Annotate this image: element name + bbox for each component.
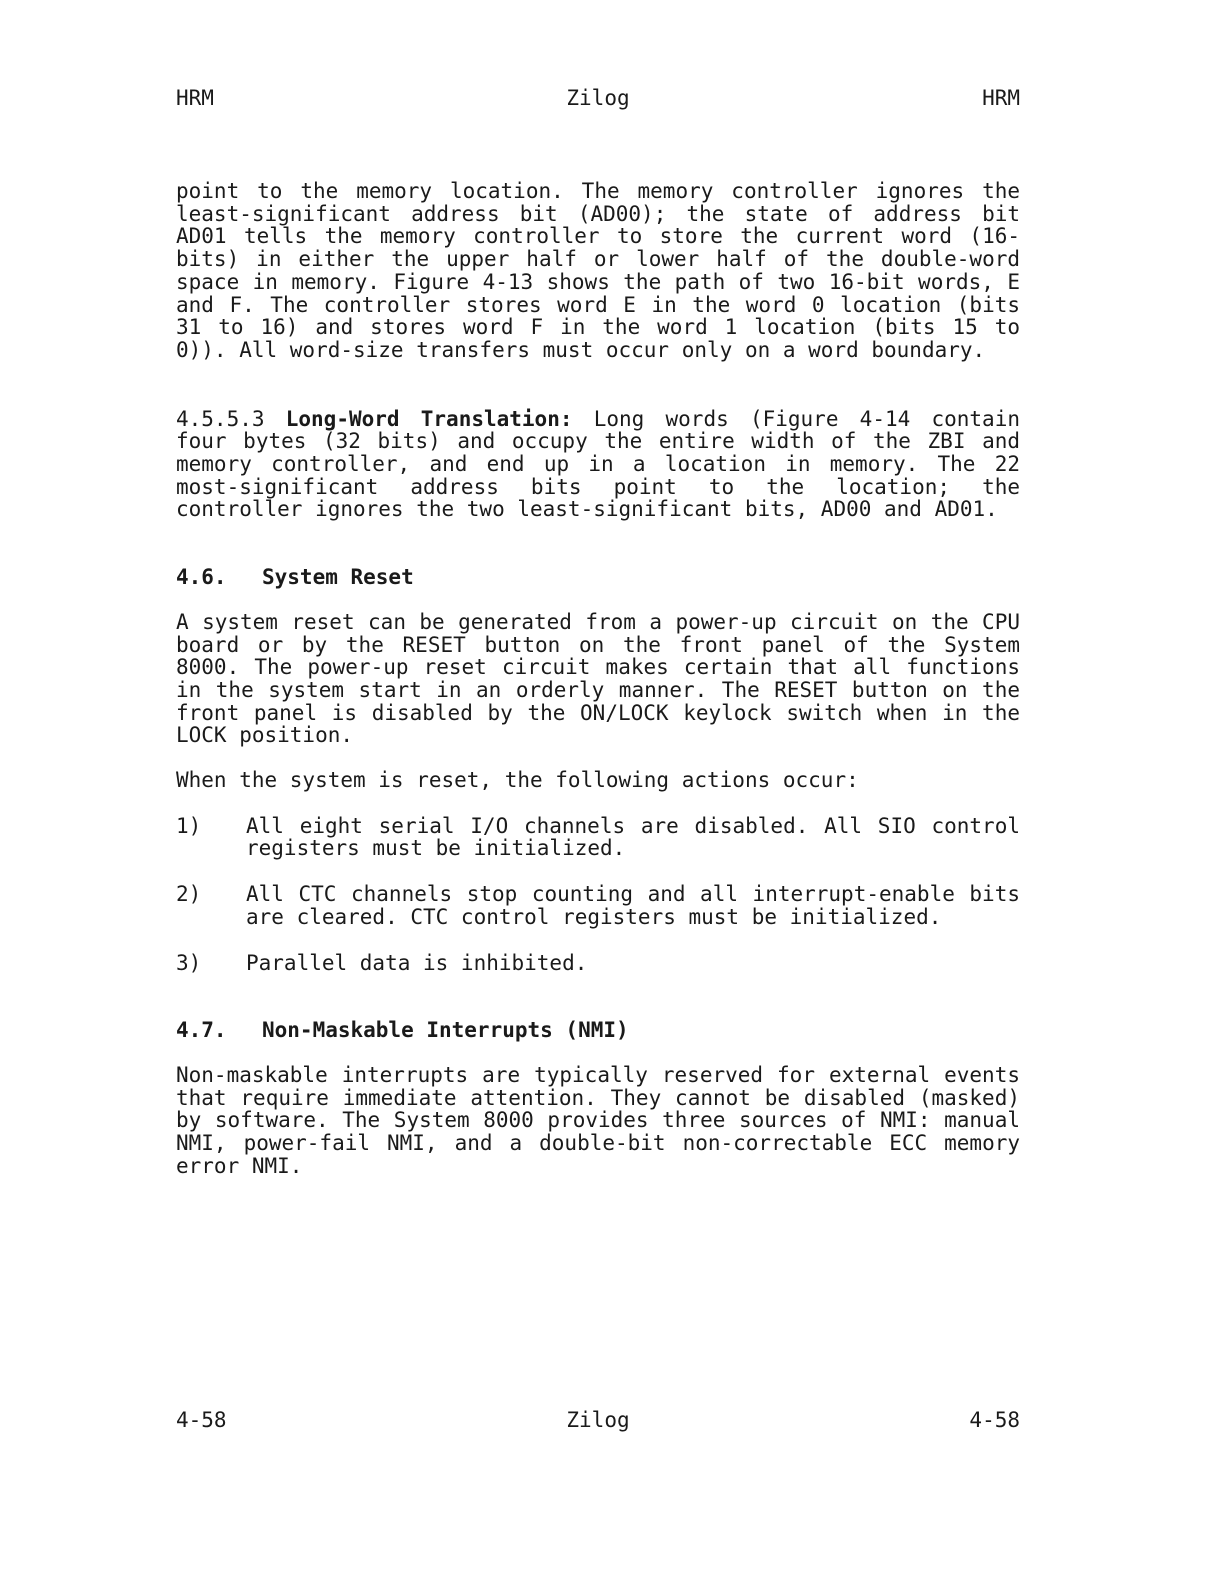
section-title: Non-Maskable Interrupts (NMI) bbox=[262, 1018, 629, 1043]
paragraph-memory-location: point to the memory location. The memory controller ignores the least-significant address bit (AD00); the state of address bit AD01 tells the memory controller to store the current word (16-bits) in either the upper half or lower half of the double-word space in memory. Figure 4-13 shows the path of two 16-bit words, E and F. The controller stores word E in the word 0 location (bits 31 to 16) and stores word F in the word 1 location (bits 15 to 0)). All word-size transfers must occur only on a word boundary. bbox=[176, 179, 1020, 362]
header-right: HRM bbox=[982, 86, 1020, 110]
section-title: System Reset bbox=[262, 565, 414, 590]
header-center: Zilog bbox=[566, 86, 630, 110]
section-heading-system-reset bbox=[176, 566, 1020, 589]
section-number: 4.7. bbox=[176, 1018, 227, 1043]
page-footer bbox=[176, 1408, 1020, 1432]
list-item-text: All eight serial I/O channels are disabled. All SIO control registers must be initialized. bbox=[246, 813, 1020, 861]
list-item bbox=[176, 815, 1020, 860]
subsection-long-word-translation bbox=[176, 408, 1020, 522]
subsection-number: 4.5.5.3 bbox=[176, 406, 265, 431]
header-left: HRM bbox=[176, 86, 214, 110]
footer-center: Zilog bbox=[566, 1408, 630, 1432]
list-item-number: 3) bbox=[176, 950, 202, 975]
subsection-title: Long-Word Translation: bbox=[285, 406, 573, 431]
page-content bbox=[176, 180, 1020, 1178]
paragraph-reset-actions-intro: When the system is reset, the following actions occur: bbox=[176, 768, 859, 793]
list-item bbox=[176, 883, 1020, 928]
section-heading-nmi bbox=[176, 1019, 1020, 1042]
list-item-number: 1) bbox=[176, 813, 202, 838]
paragraph-system-reset: A system reset can be generated from a power-up circuit on the CPU board or by the RESET button on the front panel of the System 8000. The power-up reset circuit makes certain that all functions in the system start in an orderly manner. The RESET button on the front panel is disabled by the ON/LOCK keylock switch when in the LOCK position. bbox=[176, 609, 1020, 748]
list-item-number: 2) bbox=[176, 882, 202, 907]
list-item bbox=[176, 952, 1020, 975]
footer-left: 4-58 bbox=[176, 1408, 227, 1432]
page-header bbox=[176, 86, 1020, 110]
subsection-text: Long words (Figure 4-14 contain four bytes (32 bits) and occupy the entire width of the ZBI and memory controller, and end up in a location in memory. The 22 most-significant address bits point to the location; the controller ignores the two least-significant bits, AD00 and AD01. bbox=[176, 406, 1020, 522]
list-item-text: Parallel data is inhibited. bbox=[246, 950, 588, 975]
section-number: 4.6. bbox=[176, 565, 227, 590]
paragraph-nmi: Non-maskable interrupts are typically reserved for external events that require immediate attention. They cannot be disabled (masked) by software. The System 8000 provides three sources of NMI: manual NMI, power-fail NMI, and a double-bit non-correctable ECC memory error NMI. bbox=[176, 1062, 1020, 1178]
footer-right: 4-58 bbox=[969, 1408, 1020, 1432]
list-item-text: All CTC channels stop counting and all interrupt-enable bits are cleared. CTC control registers must be initialized. bbox=[246, 882, 1020, 929]
